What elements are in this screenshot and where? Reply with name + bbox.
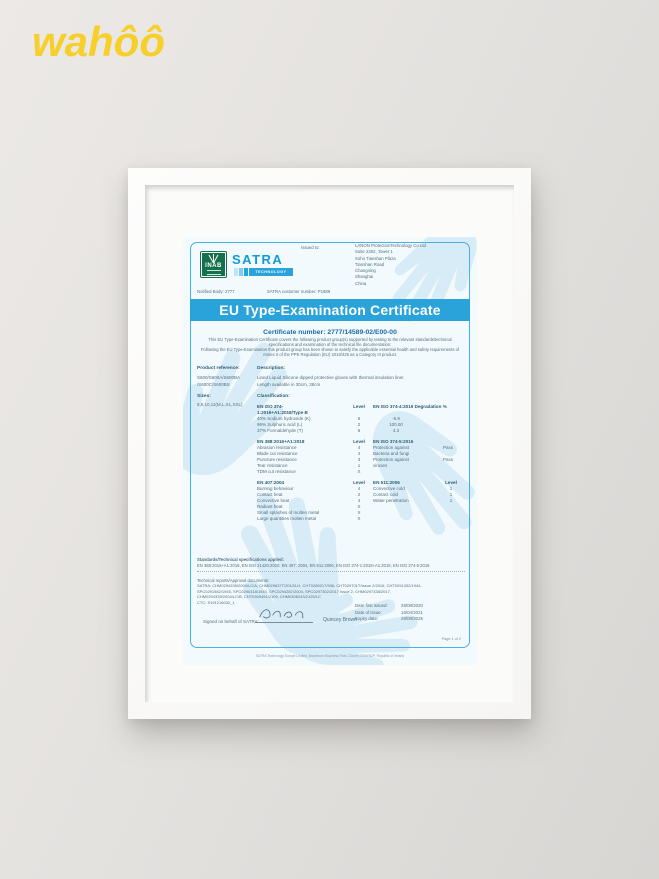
satra-technology-label: TECHNOLOGY [249, 268, 293, 276]
address-line: Soho Tianshan Plaza [355, 255, 396, 261]
intro-paragraph: Following the EU Type-Examination this product group has been shown to satisfy the applicable essential health and safety requirements of Annex II of the PPE Regulation (EU) 2016/425 as a Category III product. [200, 346, 460, 357]
level-header: Level [353, 480, 365, 485]
result-value [431, 469, 471, 475]
level-value: X [357, 516, 361, 521]
level-header: Level [353, 404, 365, 409]
table-en-iso-374 [257, 404, 471, 434]
address-line: LANON ProtectionTechnology Co Ltd [355, 243, 426, 248]
chemical-label: 37% Formaldehyde (T) [257, 428, 304, 433]
description-value [257, 375, 405, 388]
standard-header: EN 388:2016+A1:2018 [257, 439, 305, 444]
level-value: X [357, 504, 361, 509]
satra-logo-square [239, 268, 243, 276]
inab-accreditation-logo [200, 251, 227, 278]
table-en-388 [257, 439, 471, 475]
wahoo-brand-logo: wahôô [32, 18, 165, 65]
level-value: 2 [357, 422, 361, 427]
reports-section [197, 578, 465, 605]
table-row [257, 516, 471, 522]
satra-logo-bar [234, 268, 293, 276]
signer-name: Quincey Brown [323, 617, 357, 623]
frame-mat [145, 185, 514, 702]
date-row [355, 616, 467, 623]
level-value: 4 [357, 486, 361, 491]
test-label: Large quantities molten metal [257, 516, 317, 521]
level-value: 3 [357, 457, 361, 462]
description-label: Description: [257, 366, 285, 371]
picture-frame [128, 168, 531, 719]
certificate-footer: SATRA Technology Europe Limited, Bracetown Business Park, Clonee, D15YN2P, Republic of Ireland [255, 654, 405, 658]
protection-label [373, 469, 431, 475]
level-value: 4 [357, 498, 361, 503]
date-row [355, 610, 467, 617]
description-line: Length available in 30cm, 38cm [257, 381, 321, 387]
degradation-header: EN ISO 374-4:2019 Degradation % [373, 404, 447, 409]
table-row [257, 469, 471, 475]
classification-label: Classification: [257, 394, 290, 399]
issued-to-label: Issued to: [301, 245, 320, 250]
address-line: China [355, 280, 367, 286]
inab-logo-lines [207, 270, 221, 275]
satra-customer-number: SATRA customer number: P1889 [267, 289, 331, 294]
sizes-value: 8,9,10,11(M,L,XL,XXL) [197, 402, 243, 407]
result-value: Pass [443, 445, 454, 450]
level-value: 6 [357, 428, 361, 433]
signature-icon [255, 606, 313, 621]
satra-logo-text: SATRA [232, 252, 284, 267]
protection-label: Bacteria and fungi [373, 451, 410, 456]
test-label: Convective heat [257, 498, 290, 503]
level-header: Level [353, 439, 365, 444]
test-label: Blade cut resistance [257, 451, 298, 456]
level-value: X [357, 510, 361, 515]
test-label-right: Convective cold [373, 486, 405, 491]
standard-header-right: EN 511:2006 [373, 480, 400, 485]
standards-label: Standards/Technical specifications applied: [197, 557, 284, 562]
certificate-intro [197, 338, 463, 358]
table-en-407-511 [257, 480, 471, 522]
test-label-right: Water penetration [373, 498, 409, 503]
chemical-label: 40% Sodium hydroxide (K) [257, 416, 311, 421]
level-value: 4 [357, 451, 361, 456]
degradation-value: 4.3 [392, 428, 400, 433]
level-value-right [431, 516, 471, 522]
signature [255, 606, 313, 623]
report-line: CTC: S191216032_1 [197, 599, 235, 605]
standards-section [197, 557, 465, 572]
level-value: 4 [357, 445, 361, 450]
degradation-value: -5.9 [392, 416, 400, 421]
standard-header: EN ISO 374-1:2016+A1:2018/Type B [257, 404, 308, 415]
result-value: Pass [443, 457, 454, 462]
product-ref-line: /S600C/S600BS [197, 381, 230, 387]
certificate-number: Certificate number: 2777/14589-02/E00-00 [263, 329, 397, 336]
date-label: Expiry date: [355, 616, 379, 622]
dates-block [355, 603, 467, 623]
level-value-right: 1 [449, 492, 453, 497]
product-ref-line: S600/S600A/S600BA [197, 375, 241, 380]
certificate-title-banner: EU Type-Examination Certificate [190, 299, 470, 321]
report-line: SPC0291582/1945, SPC0290318/1940, SPC0294287/2004, SPC0297302/2017 Issue 2, CHM0297338/2017, [197, 588, 391, 594]
protection-label: Protection against [373, 445, 410, 450]
reports-label: Technical reports/Approval documents: [197, 578, 270, 583]
test-label: Radiant heat [257, 504, 283, 509]
date-label: Date of issue: [355, 609, 382, 615]
address-line: Shanghai [355, 274, 374, 280]
test-label: Burning behaviour [257, 486, 294, 491]
satra-logo-square [234, 268, 238, 276]
protection-label: viruses [373, 463, 388, 468]
test-label: Small splashes of molten metal [257, 510, 320, 515]
description-line: Lined Liquid Silicone dipped protective gloves with thermal insulation liner. [257, 375, 405, 380]
standard-header-right: EN ISO 374-5:2016 [373, 439, 414, 444]
report-line: CHM0294339/2004/LC/B, CHT0309491/2109, CHM0308243/2125/LC [197, 594, 321, 600]
date-label: Date first issued: [355, 603, 388, 608]
address-line: Changning [355, 268, 376, 274]
report-line: SATRA: CHM0294339/2004/LC/A, CHM029637T/2012/LH, CHT0289217/936, CHT029701T/Issue 2/2016, CHT0291332/1944, [197, 583, 422, 589]
standard-header: EN 407:2004 [257, 480, 285, 485]
notified-body: Notified Body: 2777 [197, 289, 235, 294]
signed-on-behalf-label: Signed on behalf of SATRA: [203, 619, 259, 624]
level-value-right: 1 [449, 498, 453, 503]
date-row [355, 603, 467, 610]
page-number: Page 1 of 2 [441, 637, 461, 641]
chemical-label: 96% Sulphuric acid (L) [257, 422, 303, 427]
test-label: Tear resistance [257, 463, 288, 468]
level-value: X [357, 469, 361, 474]
table-row [257, 428, 471, 434]
product-reference-value [197, 375, 240, 388]
level-value-right: 1 [449, 486, 453, 491]
level-value: 1 [357, 463, 361, 468]
certificate-document [183, 237, 477, 665]
test-label-right: Contact cold [373, 492, 399, 497]
date-value: 28/08/2020 [401, 603, 423, 608]
address-line: Suite 2302, Tower 1 [355, 249, 393, 255]
standards-list: EN 388:2016+A1:2018, EN ISO 21420:2020, EN 407: 2004, EN 511:2006, EN ISO 374-1:2016+A1:2018, EN ISO 374-5:2016 [197, 563, 465, 573]
table-header-row [257, 404, 471, 416]
protection-label: Protection against [373, 457, 410, 462]
satra-logo-square [244, 268, 248, 276]
issued-to-address [355, 243, 426, 287]
level-value: 2 [357, 492, 361, 497]
inab-logo-text: INAB [205, 263, 222, 269]
level-value: 6 [357, 416, 361, 421]
degradation-value: 100.00 [389, 422, 403, 427]
classification-section [257, 394, 471, 522]
address-line: Tianshan Road [355, 261, 384, 267]
test-label: Contact heat [257, 492, 283, 497]
intro-paragraph: This EU Type-Examination Certificate covers the following product group(s) supported by testing to the relevant standards/technical specifications and examination of the technical file documentation: [208, 337, 452, 347]
inab-rays-icon [207, 254, 220, 263]
date-value: 28/08/2025 [401, 616, 423, 622]
level-header-right: Level [445, 480, 457, 485]
test-label-right [373, 516, 431, 522]
test-label: TDM cut resistance [257, 469, 296, 474]
date-value: 16/04/2021 [401, 609, 423, 615]
sizes-label: Sizes: [197, 394, 211, 399]
product-reference-label: Product reference: [197, 366, 240, 371]
test-label: Abrasion resistance [257, 445, 297, 450]
test-label: Puncture resistance [257, 457, 297, 462]
